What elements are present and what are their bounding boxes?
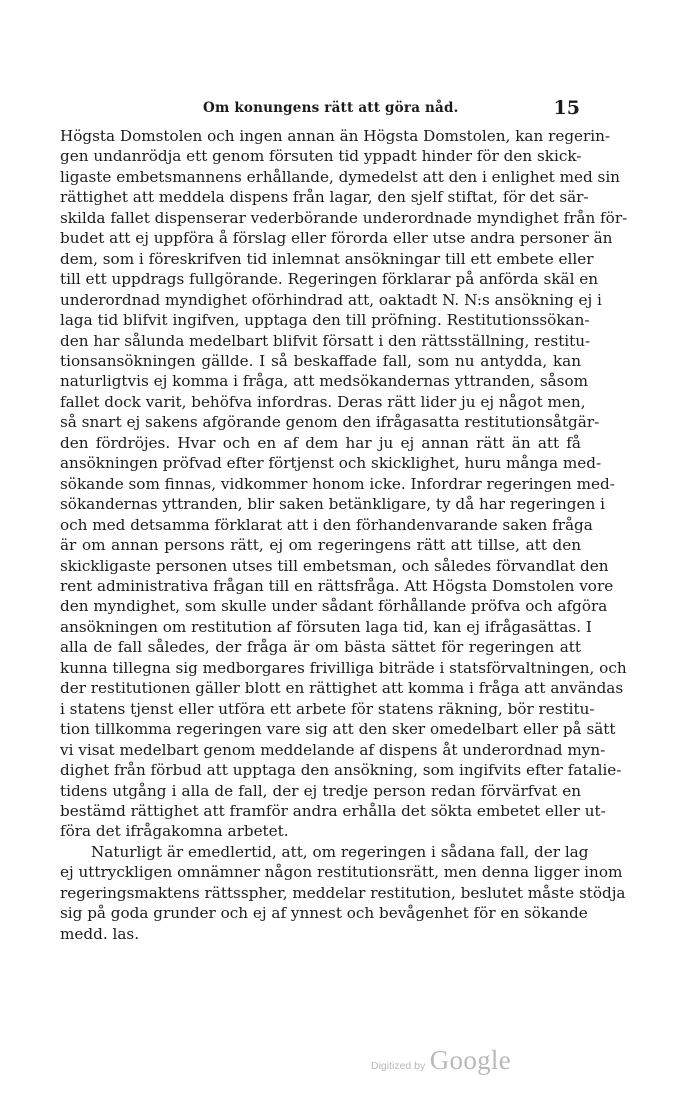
text-line: den fördröjes. Hvar och en af dem har ju ej annan rätt än att få [60,433,581,452]
text-line: laga tid blifvit ingifven, upptaga den till pröfning. Restitutionssökan- [60,311,590,330]
text-line: sökande som finnas, vidkommer honom icke. Infordrar regeringen med- [60,474,615,493]
text-line: bestämd rättighet att framför andra erhålla det sökta embetet eller ut- [60,801,606,820]
text-line: alla de fall således, der fråga är om bästa sättet för regeringen att [60,638,581,657]
text-line: ej uttryckligen omnämner någon restitutionsrätt, men denna ligger inom [60,863,623,882]
text-line: ansökningen om restitution af försuten laga tid, kan ej ifrågasättas. I [60,617,592,636]
paragraph-2 [60,842,626,944]
text-line: så snart ej sakens afgörande genom den ifrågasatta restitutionsåtgär- [60,413,600,432]
text-line: föra det ifrågakomna arbetet. [60,822,289,841]
text-line: i statens tjenst eller utföra ett arbete för statens räkning, bör restitu- [60,699,595,718]
page-header [60,97,580,124]
digitized-by-label: Digitized by [371,1060,426,1072]
text-line: ligaste embetsmannens erhållande, dymedelst att den i enlighet med sin [60,167,620,186]
text-line: gen undanrödja ett genom försuten tid yppadt hinder för den skick- [60,147,582,166]
body-text [60,126,628,944]
running-title: Om konungens rätt att göra nåd. [203,100,459,116]
text-line: fallet dock varit, behöfva infordras. Deras rätt lider ju ej något men, [60,392,586,411]
text-line: tidens utgång i alla de fall, der ej tredje person redan förvärfvat en [60,781,581,800]
text-line: medd. las. [60,924,140,943]
text-line: till ett uppdrags fullgörande. Regeringen förklarar på anförda skäl en [60,270,599,289]
text-line: dem, som i föreskrifven tid inlemnat ansökningar till ett embete eller [60,249,594,268]
text-line: vi visat medelbart genom meddelande af dispens åt underordnad myn- [60,740,606,759]
text-line: rent administrativa frågan till en rättsfråga. Att Högsta Domstolen vore [60,576,614,595]
text-line: der restitutionen gäller blott en rättighet att komma i fråga att användas [60,679,624,698]
google-logo: Google [429,1045,512,1075]
text-line: dighet från förbud att upptaga den ansökning, som ingifvits efter fatalie- [60,761,622,780]
text-line: budet att ej uppföra å förslag eller förorda eller utse andra personer än [60,229,613,248]
text-line: regeringsmaktens rättsspher, meddelar restitution, beslutet måste stödja [60,883,626,902]
text-line: rättighet att meddela dispens från lagar, den sjelf stiftat, för det sär- [60,188,589,207]
text-line: skickligaste personen utses till embetsman, och således förvandlat den [60,556,609,575]
text-line: sökandernas yttranden, blir saken betänkligare, ty då har regeringen i [60,495,605,514]
text-line: skilda fallet dispenserar vederbörande underordnade myndighet från för- [60,208,628,227]
digitization-watermark [371,1045,511,1076]
text-line: naturligtvis ej komma i fråga, att medsökandernas yttranden, såsom [60,372,589,391]
paragraph-1 [60,126,628,842]
text-line: Naturligt är emedlertid, att, om regeringen i sådana fall, der lag [91,842,589,861]
text-line: underordnad myndighet oförhindrad att, oaktadt N. N:s ansökning ej i [60,290,602,309]
text-line: ansökningen pröfvad efter förtjenst och skicklighet, huru många med- [60,454,602,473]
text-line: tion tillkomma regeringen vare sig att den sker omedelbart eller på sätt [60,720,616,739]
text-line: är om annan persons rätt, ej om regeringens rätt att tillse, att den [60,536,581,555]
text-line: kunna tillegna sig medborgares frivilliga biträde i statsförvaltningen, och [60,658,627,677]
text-line: den myndighet, som skulle under sådant förhållande pröfva och afgöra [60,597,608,616]
text-line: tionsansökningen gällde. I så beskaffade fall, som nu antydda, kan [60,351,581,370]
page-number: 15 [553,97,580,119]
text-line: och med detsamma förklarat att i den förhandenvarande saken fråga [60,515,593,534]
text-line: Högsta Domstolen och ingen annan än Högsta Domstolen, kan regerin- [60,127,611,145]
text-line: sig på goda grunder och ej af ynnest och bevågenhet för en sökande [60,904,588,923]
text-line: den har sålunda medelbart blifvit försatt i den rättsställning, restitu- [60,331,591,350]
